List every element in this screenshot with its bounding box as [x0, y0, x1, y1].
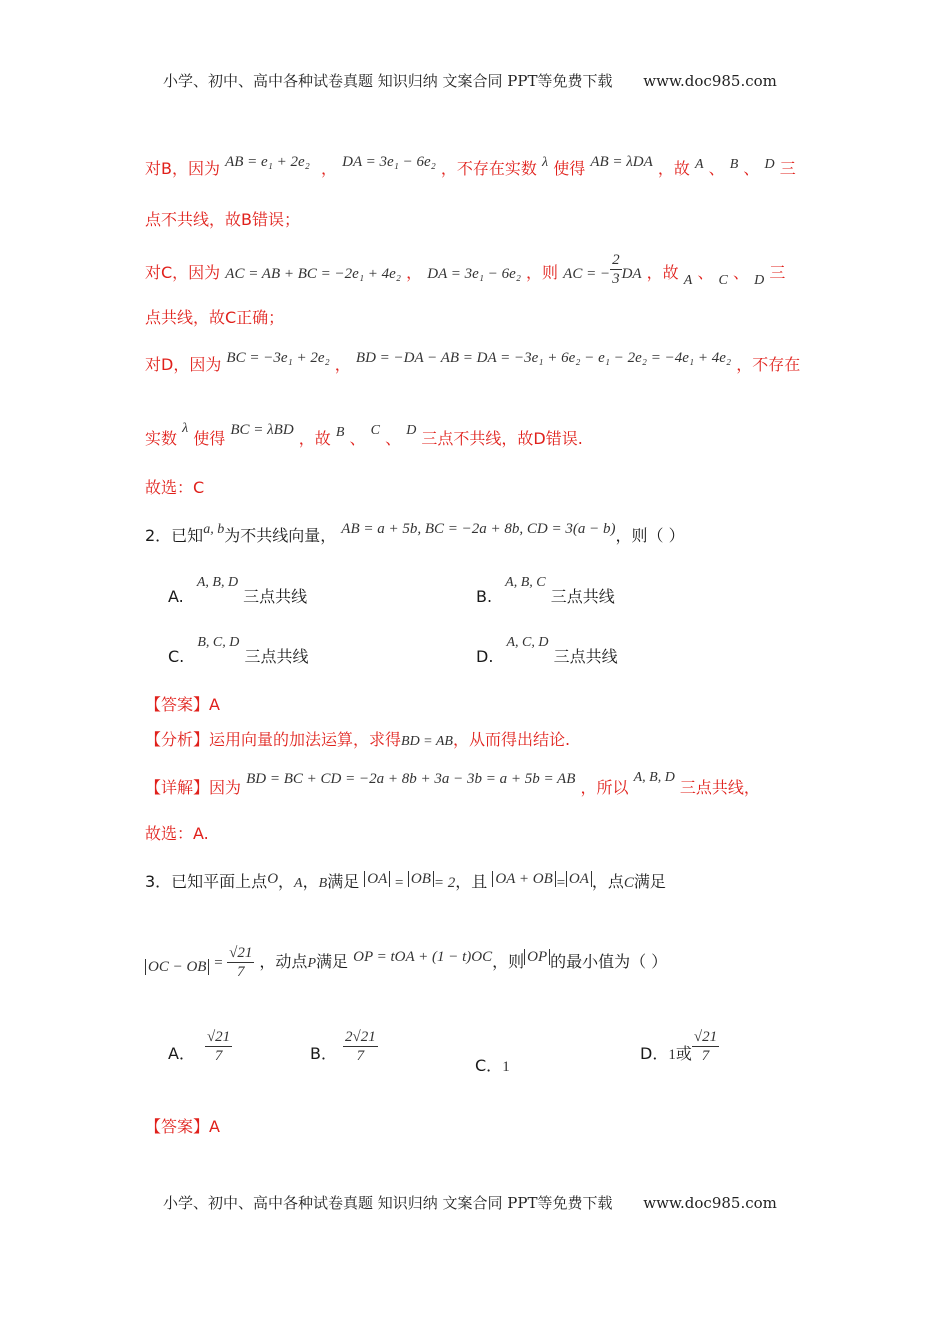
- question-3-line1: 3．已知平面上点O，A，B满足 OA = OB = 2，且 OA + OB = OA ，点C满足: [145, 871, 666, 891]
- prev-option-c: 对C，因为 AC = AB + BC = −2e₁ + 4e₂ ， DA = 3e₁ − 6e₂ ，则 AC = − $\frac{2}{3}$ DA ，故 A 、 C 、 D 三: [145, 252, 786, 288]
- math-da: DA = 3e₁ − 6e₂: [342, 154, 436, 170]
- q3-option-a[interactable]: A． $\frac{√21}{7}$: [168, 1029, 231, 1064]
- question-2-condition: AB = a + 5b, BC = −2a + 8b, CD = 3(a − b): [341, 521, 616, 537]
- q3-answer: 【答案】A: [145, 1117, 220, 1136]
- q2-option-c[interactable]: C. B, C, D 三点共线: [168, 635, 309, 666]
- q3-option-d[interactable]: D．1或 $\frac{√21}{7}$: [640, 1029, 718, 1064]
- footer-url: www.doc985.com: [643, 1194, 777, 1212]
- q2-option-a[interactable]: A. A, B, D 三点共线: [168, 575, 308, 606]
- math-bc-lambda-bd: BC = λBD: [230, 422, 294, 438]
- page-footer: [163, 1192, 777, 1213]
- math-bd: BD = −DA − AB = DA = −3e₁ + 6e₂ − e₁ − 2e₂ = −4e₁ + 4e₂: [355, 350, 732, 366]
- prev-option-c-conclusion: 点共线，故C正确；: [145, 308, 285, 327]
- math-ab: AB = e₁ + 2e₂: [225, 154, 310, 170]
- prev-option-b: 对B，因为 AB = e₁ + 2e₂ ， DA = 3e₁ − 6e₂ ，不存在实数 λ 使得 AB = λDA ，故 A 、 B 、 D 三: [145, 154, 796, 178]
- q2-analysis: 【分析】运用向量的加法运算，求得BD = AB，从而得出结论.: [145, 730, 571, 749]
- question-2-stem: 2．已知a, b为不共线向量， AB = a + 5b, BC = −2a + 8b, CD = 3(a − b)，则（ ）: [145, 521, 685, 545]
- page-header: [163, 70, 777, 91]
- q2-final: 故选：A.: [145, 824, 209, 843]
- footer-text: 小学、初中、高中各种试卷真题 知识归纳 文案合同 PPT等免费下载: [163, 1194, 613, 1212]
- q2-answer: 【答案】A: [145, 695, 220, 714]
- q3-option-c[interactable]: C．1: [475, 1056, 510, 1075]
- prev-option-b-conclusion: 点不共线，故B错误；: [145, 210, 300, 229]
- math-ac: AC = AB + BC = −2e₁ + 4e₂: [225, 266, 402, 282]
- fraction-2-3: $\frac{2}{3}$: [612, 252, 620, 287]
- q2-detail: 【详解】因为 BD = BC + CD = −2a + 8b + 3a − 3b = a + 5b = AB ，所以 A, B, D 三点共线，: [145, 770, 760, 797]
- prev-final-answer: 故选：C: [145, 478, 205, 497]
- prev-option-d: 对D，因为 BC = −3e₁ + 2e₂ ， BD = −DA − AB = DA = −3e₁ + 6e₂ − e₁ − 2e₂ = −4e₁ + 4e₂ ，不存在: [145, 350, 801, 374]
- header-url: www.doc985.com: [643, 72, 777, 90]
- math-da: DA = 3e₁ − 6e₂: [427, 266, 521, 282]
- prev-option-d-line2: 实数 λ 使得 BC = λBD ，故 B 、 C 、 D 三点不共线，故D错误.: [145, 421, 583, 448]
- math-bc: BC = −3e₁ + 2e₂: [226, 350, 330, 366]
- q3-option-b[interactable]: B． $\frac{2√21}{7}$: [310, 1029, 376, 1064]
- math-ab-lambda-da: AB = λDA: [590, 154, 653, 170]
- question-3-line2: OC − OB = $\frac{√21}{7}$ ，动点P满足 OP = tOA + (1 − t)OC，则 OP 的最小值为（ ）: [145, 944, 667, 981]
- q2-option-d[interactable]: D. A, C, D 三点共线: [476, 635, 618, 666]
- header-text: 小学、初中、高中各种试卷真题 知识归纳 文案合同 PPT等免费下载: [163, 72, 613, 90]
- fraction-sqrt21-7: $\frac{√21}{7}$: [229, 945, 253, 980]
- q2-option-b[interactable]: B. A, B, C 三点共线: [476, 575, 615, 606]
